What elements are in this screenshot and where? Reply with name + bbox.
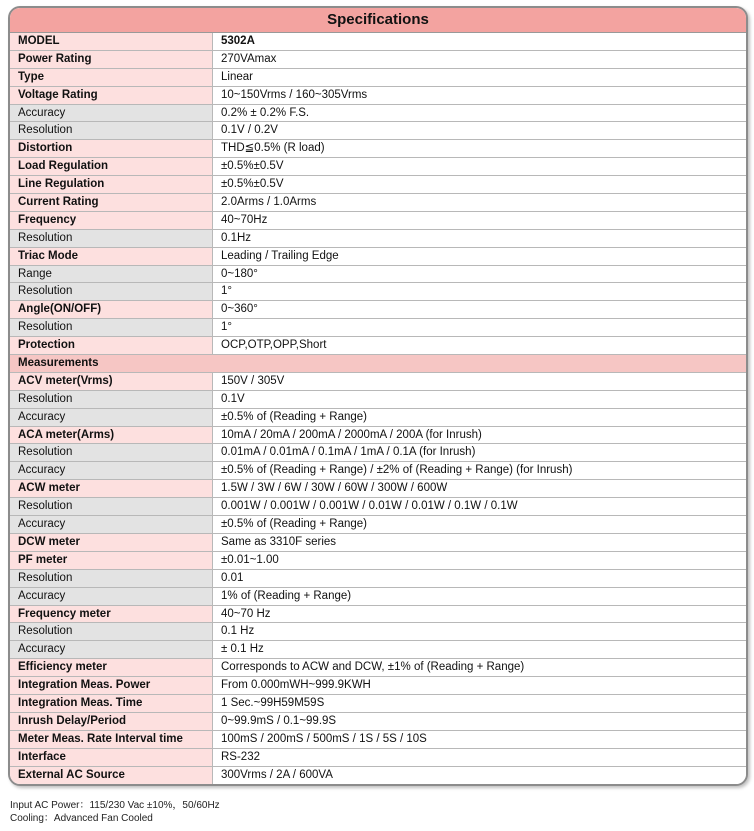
row-value: From 0.000mWH~999.9KWH xyxy=(213,677,746,694)
row-label: Angle(ON/OFF) xyxy=(10,301,213,318)
table-row xyxy=(10,194,746,212)
row-value: ± 0.1 Hz xyxy=(213,641,746,658)
section-header-row xyxy=(10,355,746,373)
table-row xyxy=(10,677,746,695)
row-value: ±0.5% of (Reading + Range) / ±2% of (Reading + Range) (for Inrush) xyxy=(213,462,746,479)
row-value: 0.2% ± 0.2% F.S. xyxy=(213,105,746,122)
table-row xyxy=(10,158,746,176)
row-value: 0~180° xyxy=(213,266,746,283)
row-value: 0.1V xyxy=(213,391,746,408)
row-label: PF meter xyxy=(10,552,213,569)
row-value: Same as 3310F series xyxy=(213,534,746,551)
row-label: Triac Mode xyxy=(10,248,213,265)
table-row xyxy=(10,659,746,677)
row-value: 40~70Hz xyxy=(213,212,746,229)
row-value: ±0.5%±0.5V xyxy=(213,158,746,175)
row-label: Resolution xyxy=(10,319,213,336)
row-label: Resolution xyxy=(10,283,213,300)
row-label: Measurements xyxy=(10,355,746,372)
table-row xyxy=(10,283,746,301)
row-value: ±0.01~1.00 xyxy=(213,552,746,569)
table-row xyxy=(10,51,746,69)
row-value: 2.0Arms / 1.0Arms xyxy=(213,194,746,211)
row-label: Frequency meter xyxy=(10,606,213,623)
row-label: Resolution xyxy=(10,444,213,461)
footnotes xyxy=(10,799,220,825)
row-value: 150V / 305V xyxy=(213,373,746,390)
row-label: Interface xyxy=(10,749,213,766)
row-value: 300Vrms / 2A / 600VA xyxy=(213,767,746,785)
row-value: 40~70 Hz xyxy=(213,606,746,623)
row-value: Leading / Trailing Edge xyxy=(213,248,746,265)
table-row xyxy=(10,427,746,445)
row-label: Accuracy xyxy=(10,641,213,658)
row-value: 0.01mA / 0.01mA / 0.1mA / 1mA / 0.1A (for Inrush) xyxy=(213,444,746,461)
table-row xyxy=(10,409,746,427)
table-row xyxy=(10,105,746,123)
row-label: Accuracy xyxy=(10,516,213,533)
row-value: THD≦0.5% (R load) xyxy=(213,140,746,157)
table-row xyxy=(10,606,746,624)
row-label: Line Regulation xyxy=(10,176,213,193)
row-label: Resolution xyxy=(10,122,213,139)
table-row xyxy=(10,552,746,570)
row-value: ±0.5% of (Reading + Range) xyxy=(213,409,746,426)
row-value: 100mS / 200mS / 500mS / 1S / 5S / 10S xyxy=(213,731,746,748)
row-value: 0.1V / 0.2V xyxy=(213,122,746,139)
cooling-note: Cooling：Advanced Fan Cooled xyxy=(10,813,153,824)
table-row xyxy=(10,266,746,284)
row-label: MODEL xyxy=(10,33,213,50)
table-row xyxy=(10,319,746,337)
table-row xyxy=(10,391,746,409)
table-row xyxy=(10,176,746,194)
row-label: Load Regulation xyxy=(10,158,213,175)
row-label: Frequency xyxy=(10,212,213,229)
row-value: 0.1Hz xyxy=(213,230,746,247)
row-label: Accuracy xyxy=(10,105,213,122)
row-label: Efficiency meter xyxy=(10,659,213,676)
table-row xyxy=(10,498,746,516)
row-label: Accuracy xyxy=(10,588,213,605)
row-label: Type xyxy=(10,69,213,86)
table-body xyxy=(10,33,746,784)
table-row xyxy=(10,373,746,391)
row-value: 0.01 xyxy=(213,570,746,587)
table-row xyxy=(10,516,746,534)
row-label: ACW meter xyxy=(10,480,213,497)
row-value: OCP,OTP,OPP,Short xyxy=(213,337,746,354)
table-row xyxy=(10,731,746,749)
table-row xyxy=(10,588,746,606)
row-value: 0.1 Hz xyxy=(213,623,746,640)
table-row xyxy=(10,444,746,462)
table-row xyxy=(10,641,746,659)
row-value: 5302A xyxy=(213,33,746,50)
row-value: 10~150Vrms / 160~305Vrms xyxy=(213,87,746,104)
row-label: ACA meter(Arms) xyxy=(10,427,213,444)
specifications-table xyxy=(8,6,748,786)
row-value: 1.5W / 3W / 6W / 30W / 60W / 300W / 600W xyxy=(213,480,746,497)
table-row xyxy=(10,301,746,319)
row-label: Power Rating xyxy=(10,51,213,68)
table-row xyxy=(10,230,746,248)
table-row xyxy=(10,695,746,713)
row-label: Integration Meas. Power xyxy=(10,677,213,694)
table-row xyxy=(10,749,746,767)
row-value: 270VAmax xyxy=(213,51,746,68)
table-row xyxy=(10,87,746,105)
table-row xyxy=(10,570,746,588)
row-label: Voltage Rating xyxy=(10,87,213,104)
row-label: Meter Meas. Rate Interval time xyxy=(10,731,213,748)
row-label: Integration Meas. Time xyxy=(10,695,213,712)
row-label: Resolution xyxy=(10,498,213,515)
row-label: Resolution xyxy=(10,230,213,247)
row-label: Range xyxy=(10,266,213,283)
row-value: ±0.5%±0.5V xyxy=(213,176,746,193)
row-value: 0~99.9mS / 0.1~99.9S xyxy=(213,713,746,730)
row-value: Linear xyxy=(213,69,746,86)
row-label: Resolution xyxy=(10,391,213,408)
row-label: DCW meter xyxy=(10,534,213,551)
row-label: Accuracy xyxy=(10,462,213,479)
row-value: 0~360° xyxy=(213,301,746,318)
table-row xyxy=(10,33,746,51)
row-value: 0.001W / 0.001W / 0.001W / 0.01W / 0.01W / 0.1W / 0.1W xyxy=(213,498,746,515)
table-row xyxy=(10,534,746,552)
row-value: RS-232 xyxy=(213,749,746,766)
table-row xyxy=(10,69,746,87)
table-row xyxy=(10,140,746,158)
table-row xyxy=(10,462,746,480)
table-row xyxy=(10,767,746,785)
row-value: 1° xyxy=(213,283,746,300)
table-row xyxy=(10,248,746,266)
row-value: 1% of (Reading + Range) xyxy=(213,588,746,605)
table-row xyxy=(10,212,746,230)
row-value: 1° xyxy=(213,319,746,336)
row-value: Corresponds to ACW and DCW, ±1% of (Reading + Range) xyxy=(213,659,746,676)
table-row xyxy=(10,623,746,641)
table-row xyxy=(10,337,746,355)
table-row xyxy=(10,122,746,140)
row-label: Accuracy xyxy=(10,409,213,426)
row-label: Inrush Delay/Period xyxy=(10,713,213,730)
row-value: 1 Sec.~99H59M59S xyxy=(213,695,746,712)
row-label: Resolution xyxy=(10,623,213,640)
input-power-note: Input AC Power：115/230 Vac ±10%，50/60Hz xyxy=(10,800,220,811)
row-value: ±0.5% of (Reading + Range) xyxy=(213,516,746,533)
row-label: ACV meter(Vrms) xyxy=(10,373,213,390)
row-label: Protection xyxy=(10,337,213,354)
row-label: Distortion xyxy=(10,140,213,157)
table-row xyxy=(10,713,746,731)
row-label: Resolution xyxy=(10,570,213,587)
table-title: Specifications xyxy=(10,8,746,33)
row-label: Current Rating xyxy=(10,194,213,211)
table-row xyxy=(10,480,746,498)
row-label: External AC Source xyxy=(10,767,213,785)
row-value: 10mA / 20mA / 200mA / 2000mA / 200A (for Inrush) xyxy=(213,427,746,444)
